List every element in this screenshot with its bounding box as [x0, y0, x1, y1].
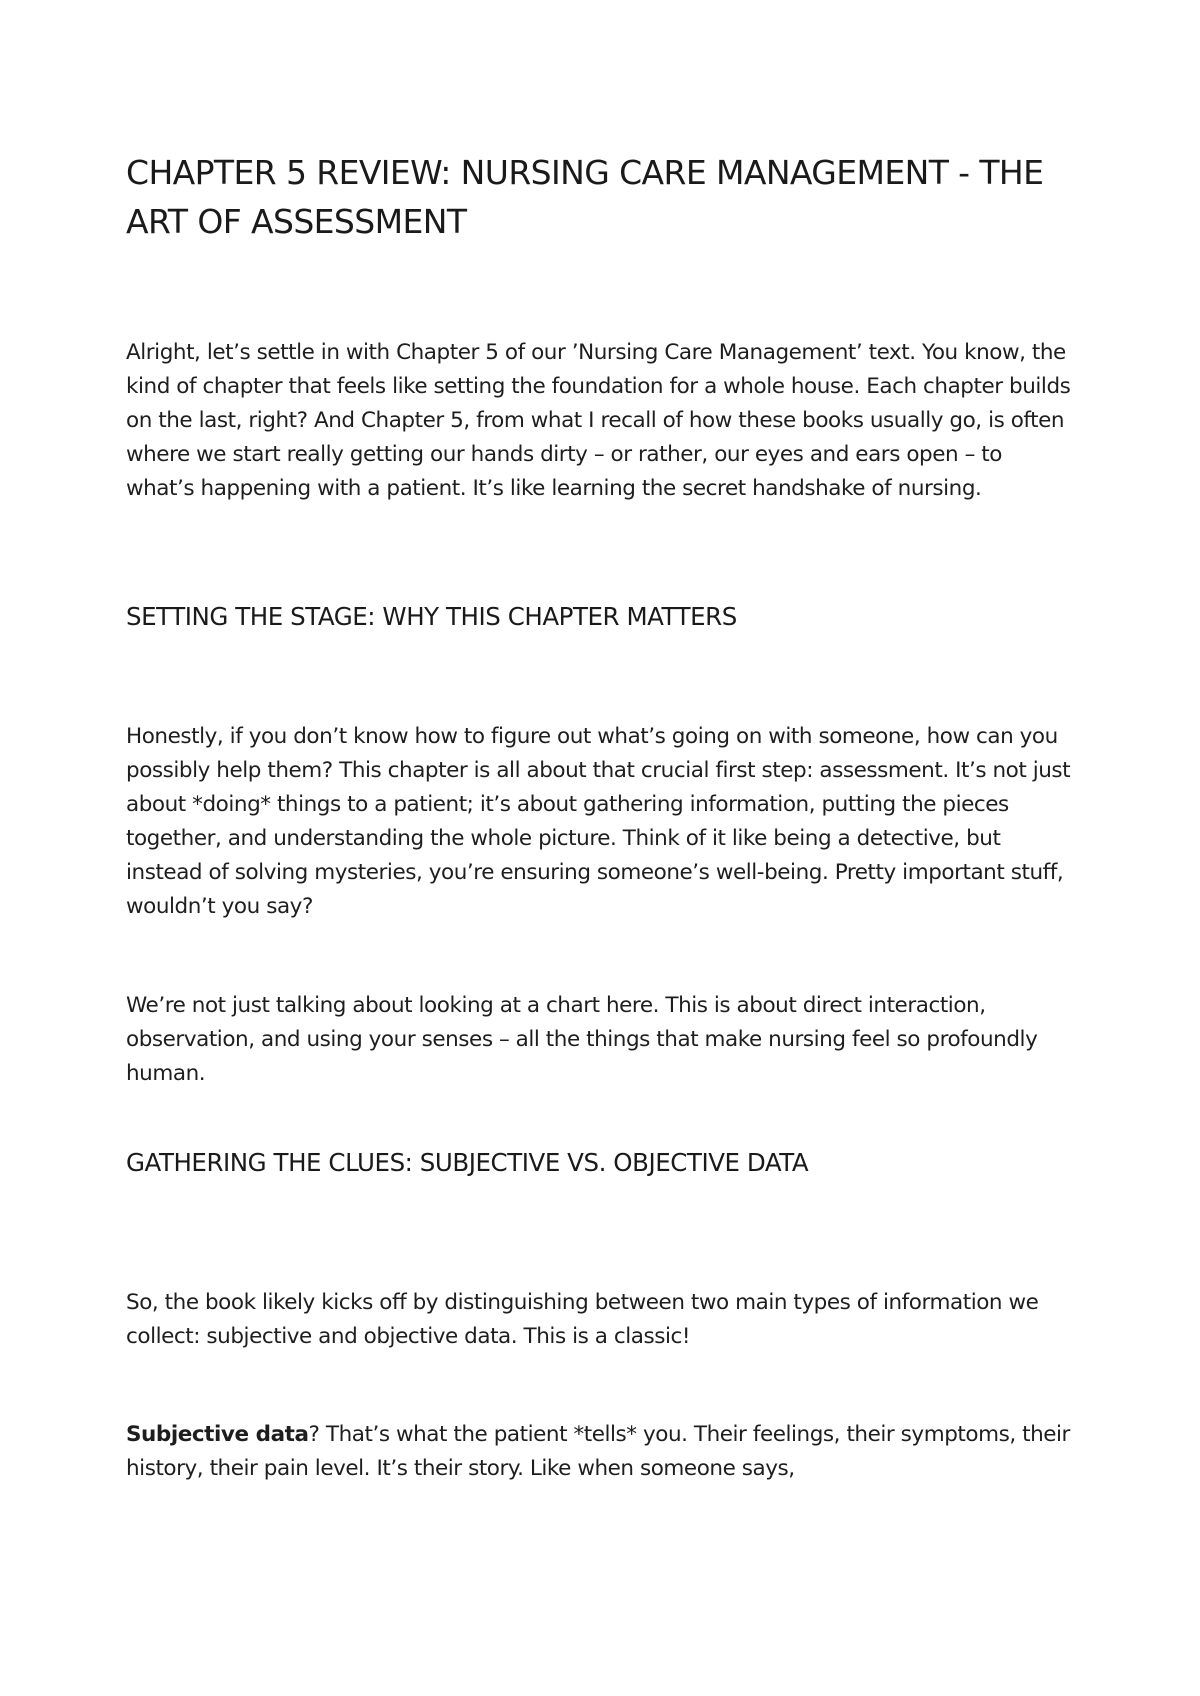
section1-paragraph-1: Honestly, if you don’t know how to figure out what’s going on with someone, how can you possibly help them? This chapter is all about that crucial first step: assessment. It’s not just about *doing* things to a patient; it’s about gathering information, putting the pieces together, and understanding the whole picture. Think of it like being a detective, but instead of solving mysteries, you’re ensuring someone’s well-being. Pretty important stuff, wouldn’t you say? — [126, 724, 1071, 919]
intro-paragraph: Alright, let’s settle in with Chapter 5 of our ’Nursing Care Management’ text. You know, the kind of chapter that feels like setting the foundation for a whole house. Each chapter builds on the last, right? And Chapter 5, from what I recall of how these books usually go, is often where we start really getting our hands dirty – or rather, our eyes and ears open – to what’s happening with a patient. It’s like learning the secret handshake of nursing. — [126, 340, 1071, 501]
section-heading-gathering-the-clues: GATHERING THE CLUES: SUBJECTIVE VS. OBJECTIVE DATA — [126, 1148, 809, 1177]
section1-paragraph-2: We’re not just talking about looking at a chart here. This is about direct interaction, observation, and using your senses – all the things that make nursing feel so profoundly human. — [126, 993, 1038, 1086]
section2-paragraph-1: So, the book likely kicks off by distinguishing between two main types of information we collect: subjective and objective data. This is a classic! — [126, 1290, 1039, 1349]
section2-paragraph-2 — [126, 1418, 1076, 1486]
section-heading-setting-the-stage: SETTING THE STAGE: WHY THIS CHAPTER MATTERS — [126, 602, 737, 631]
page-title: CHAPTER 5 REVIEW: NURSING CARE MANAGEMENT - THE ART OF ASSESSMENT — [126, 153, 1044, 241]
subjective-data-description: ? That’s what the patient *tells* you. Their feelings, their symptoms, their history, their pain level. It’s their story. Like when someone says, — [126, 1422, 1070, 1481]
subjective-data-term: Subjective data — [126, 1422, 309, 1447]
